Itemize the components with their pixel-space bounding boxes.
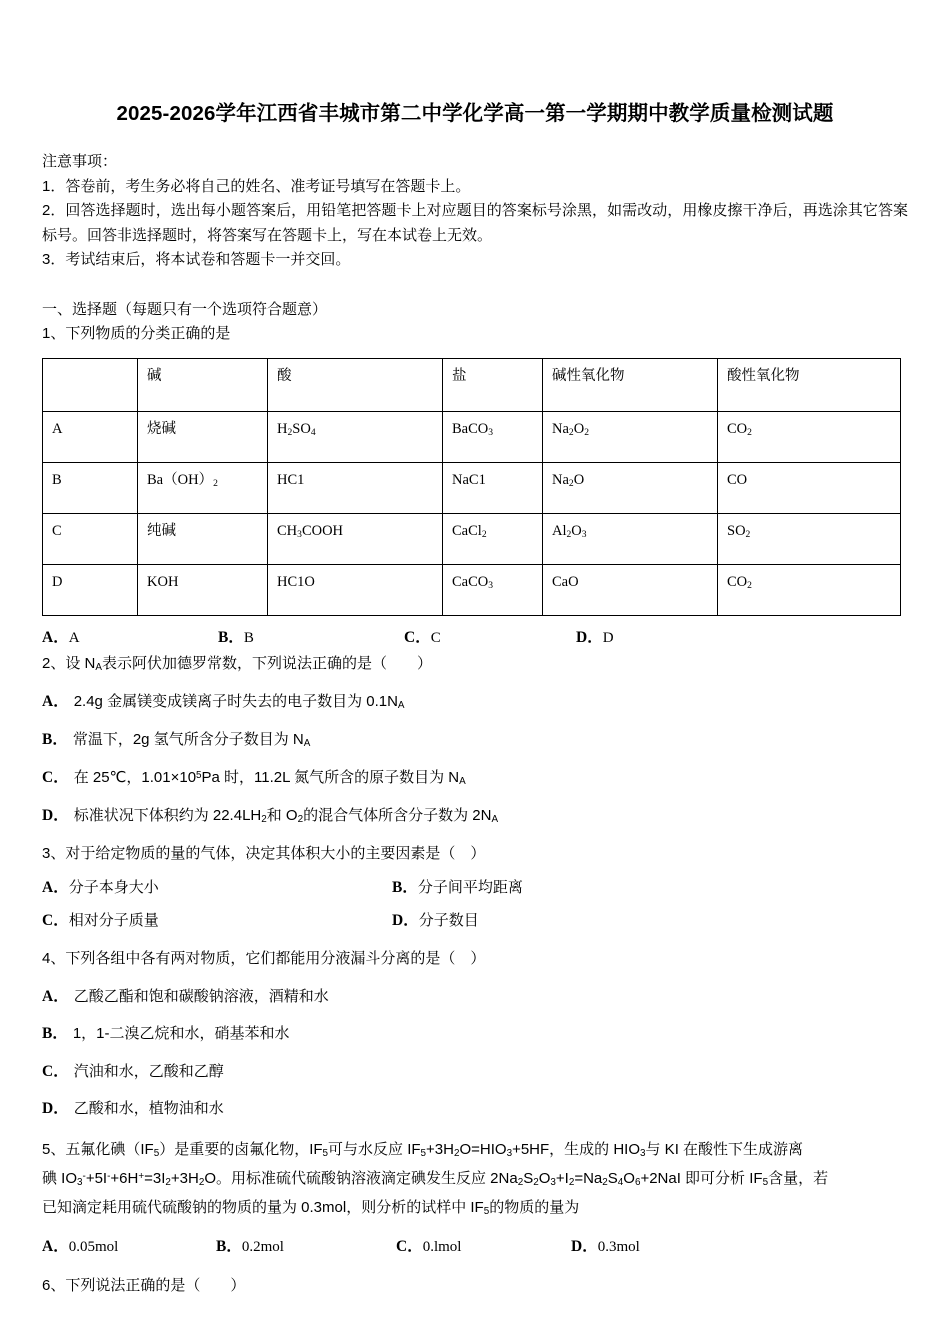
question-3-options-row-1: [42, 876, 908, 900]
option-label: D．: [576, 629, 603, 647]
acid-cell: HC1: [268, 463, 443, 514]
acidic-oxide-cell: CO: [718, 463, 901, 514]
option-label: D．: [392, 912, 419, 930]
option-d[interactable]: [392, 909, 479, 933]
option-c[interactable]: [42, 766, 908, 790]
salt-cell: CaCO$_3$: [443, 565, 543, 616]
question-5-stem-line-1: 5、五氟化碘$(IF_5)$是重要的卤氟化物，$IF_5$可与水反应 $IF_5+3H_2O=HIO_3+5HF$，生成的 $HIO_3$与 KI 在酸性下生成游离: [42, 1140, 804, 1159]
option-label: A．: [42, 629, 69, 647]
section-heading: 一、选择题（每题只有一个选项符合题意）: [42, 301, 328, 319]
option-a[interactable]: [42, 1235, 216, 1259]
option-label: B．: [392, 878, 418, 896]
option-a[interactable]: [42, 985, 908, 1009]
notice-item-1: 1．答卷前，考生务必将自己的姓名、准考证号填写在答题卡上。: [42, 177, 471, 195]
option-label: C．: [396, 1237, 423, 1255]
table-row: [43, 565, 901, 616]
table-header-row: [43, 359, 901, 412]
option-text: 在 25℃，$1.01\times 10^5Pa$ 时，11.2L 氮气所含的原子数目为 $N_A$: [73, 768, 466, 787]
base-cell: 纯碱: [138, 514, 268, 565]
row-id-cell: D: [43, 565, 138, 616]
table-header-cell: 酸性氧化物: [718, 359, 901, 412]
basic-oxide-cell: $Al_2O_3$: [543, 514, 718, 565]
option-label: D．: [42, 1100, 69, 1118]
option-label: B．: [42, 1025, 68, 1043]
option-text: A: [68, 630, 80, 647]
question-3-options-row-2: [42, 909, 908, 933]
table-header-cell: [43, 359, 138, 412]
row-id-cell: B: [43, 463, 138, 514]
notice-heading: 注意事项：: [42, 152, 118, 170]
basic-oxide-cell: CaO: [543, 565, 718, 616]
option-text: 乙酸和水，植物油和水: [73, 1100, 224, 1118]
option-c[interactable]: [396, 1235, 571, 1259]
option-text: 1，1-二溴乙烷和水，硝基苯和水: [72, 1025, 290, 1043]
acidic-oxide-cell: $CO_2$: [718, 565, 901, 616]
question-2-stem: 2、设 $N_A$表示阿伏加德罗常数，下列说法正确的是（ ）: [42, 654, 432, 673]
notice-item-2: 2．回答选择题时，选出每小题答案后，用铅笔把答题卡上对应题目的答案标号涂黑，如需改动，用橡皮擦干净后，再选涂其它答案标号。回答非选择题时，将答案写在答题卡上，写在本试卷上无效。: [42, 202, 908, 244]
acidic-oxide-cell: $SO_2$: [718, 514, 901, 565]
option-label: B．: [216, 1237, 242, 1255]
question-4-options: [42, 985, 908, 1121]
option-label: C．: [404, 629, 431, 647]
option-b[interactable]: [392, 876, 523, 900]
question-5-stem: [42, 1135, 908, 1223]
acid-cell: $CH_3COOH$: [268, 514, 443, 565]
option-c[interactable]: [42, 1060, 908, 1084]
option-c[interactable]: [404, 626, 576, 650]
table-row: [43, 463, 901, 514]
page-content: [42, 100, 908, 1298]
question-2-options: [42, 690, 908, 828]
option-text: C: [430, 630, 441, 647]
option-label: A．: [42, 878, 69, 896]
option-text: 0.05mol: [68, 1238, 119, 1255]
option-label: C．: [42, 1062, 69, 1080]
option-text: 分子间平均距离: [417, 878, 523, 896]
question-3-stem: 3、对于给定物质的量的气体，决定其体积大小的主要因素是（ ）: [42, 844, 486, 862]
question-1-stem: 1、下列物质的分类正确的是: [42, 325, 231, 343]
question-5-stem-line-3: 已知滴定耗用硫代硫酸钠的物质的量为 0.3mol，则分析的试样中 $IF_5$的物质的量为: [42, 1199, 580, 1218]
option-b[interactable]: [42, 728, 908, 752]
option-b[interactable]: [42, 1022, 908, 1046]
notice-item-3: 3．考试结束后，将本试卷和答题卡一并交回。: [42, 250, 351, 268]
option-label: A．: [42, 692, 69, 710]
question-1-table: [42, 358, 901, 616]
option-text: 相对分子质量: [68, 912, 159, 930]
option-d[interactable]: [42, 804, 908, 828]
salt-cell: BaCO$_3$: [443, 412, 543, 463]
option-b[interactable]: [218, 626, 404, 650]
question-5-options: [42, 1235, 908, 1259]
salt-cell: NaC1: [443, 463, 543, 514]
page-title: 2025-2026学年江西省丰城市第二中学化学高一第一学期期中教学质量检测试题: [116, 102, 834, 125]
option-label: D．: [571, 1237, 598, 1255]
option-d[interactable]: [42, 1097, 908, 1121]
option-text: 分子数目: [418, 912, 479, 930]
option-d[interactable]: [576, 626, 614, 650]
option-label: D．: [42, 806, 69, 824]
table-header-cell: 碱性氧化物: [543, 359, 718, 412]
option-label: A．: [42, 987, 69, 1005]
row-id-cell: C: [43, 514, 138, 565]
question-5-stem-line-2: 碘 $IO_3^-+5I^-+6H^+=3I_2+3H_2O$。用标准硫代硫酸钠溶液滴定碘发生反应 $2Na_2S_2O_3+I_2=Na_2S_4O_6+2NaI$ 即可分析 $IF_5$含量，若: [42, 1170, 829, 1189]
table-header-cell: 酸: [268, 359, 443, 412]
option-text: 0.3mol: [597, 1238, 640, 1255]
basic-oxide-cell: $Na_2O_2$: [543, 412, 718, 463]
option-text: 标准状况下体积约为 $22.4LH_2$和 $O_2$的混合气体所含分子数为 $2N_A$: [73, 806, 499, 825]
table-row: [43, 412, 901, 463]
table-header-cell: 盐: [443, 359, 543, 412]
option-text: B: [243, 630, 254, 647]
acid-cell: HC1O: [268, 565, 443, 616]
option-text: 0.2mol: [241, 1238, 284, 1255]
option-a[interactable]: [42, 876, 392, 900]
table-header-cell: 碱: [138, 359, 268, 412]
notice-block: [42, 150, 908, 272]
base-cell: $Ba(OH)_2$: [138, 463, 268, 514]
row-id-cell: A: [43, 412, 138, 463]
salt-cell: CaCl$_2$: [443, 514, 543, 565]
option-text: 常温下，2g 氢气所含分子数目为 $N_A$: [72, 730, 311, 749]
option-b[interactable]: [216, 1235, 396, 1259]
option-label: B．: [218, 629, 244, 647]
option-label: B．: [42, 730, 68, 748]
acidic-oxide-cell: $CO_2$: [718, 412, 901, 463]
option-text: 分子本身大小: [68, 878, 159, 896]
question-6-stem: 6、下列说法正确的是（ ）: [42, 1277, 246, 1295]
table-row: [43, 514, 901, 565]
base-cell: 烧碱: [138, 412, 268, 463]
option-d[interactable]: [571, 1235, 640, 1259]
option-text: 2.4g 金属镁变成镁离子时失去的电子数目为 $0.1N_A$: [73, 692, 405, 711]
option-c[interactable]: [42, 909, 392, 933]
option-text: D: [602, 630, 614, 647]
base-cell: KOH: [138, 565, 268, 616]
option-a[interactable]: [42, 690, 908, 714]
option-text: 0.lmol: [422, 1238, 462, 1255]
question-1-options: [42, 626, 908, 650]
option-label: C．: [42, 912, 69, 930]
option-label: C．: [42, 768, 69, 786]
option-text: 汽油和水，乙酸和乙醇: [73, 1062, 224, 1080]
option-text: 乙酸乙酯和饱和碳酸钠溶液，酒精和水: [73, 987, 329, 1005]
option-label: A．: [42, 1237, 69, 1255]
question-4-stem: 4、下列各组中各有两对物质，它们都能用分液漏斗分离的是（ ）: [42, 949, 486, 967]
acid-cell: $H_2SO_4$: [268, 412, 443, 463]
option-a[interactable]: [42, 626, 218, 650]
basic-oxide-cell: $Na_2O$: [543, 463, 718, 514]
